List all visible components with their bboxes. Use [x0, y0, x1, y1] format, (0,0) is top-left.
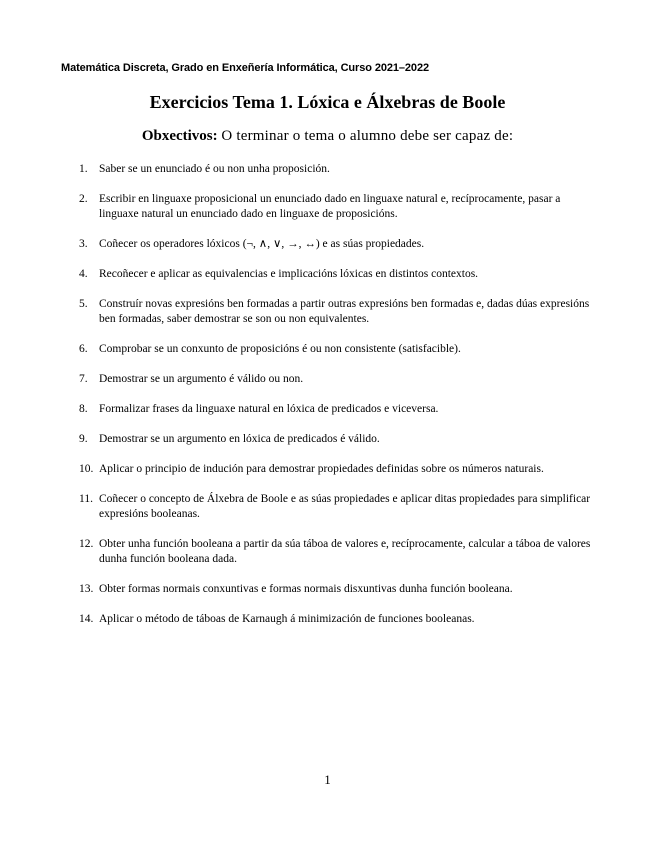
list-item: [79, 297, 599, 327]
page-number: 1: [324, 772, 331, 787]
list-item-number: 9.: [79, 433, 88, 445]
list-item-number: 1.: [79, 163, 88, 175]
list-item-text: Construír novas expresións ben formadas a partir outras expresións ben formadas e, dadas dúas expresións ben formadas, saber demostrar se son ou non equivalentes.: [99, 298, 590, 325]
page-title: Exercicios Tema 1. Lóxica e Álxebras de Boole: [149, 92, 506, 112]
list-item-number: 3.: [79, 238, 88, 250]
list-item-number: 2.: [79, 193, 88, 205]
list-item: [79, 432, 599, 447]
list-item: [79, 342, 599, 357]
list-item-number: 14.: [79, 613, 94, 625]
list-item: [79, 612, 599, 627]
list-item-text: Recoñecer e aplicar as equivalencias e implicacións lóxicas en distintos contextos.: [99, 268, 479, 280]
list-item-number: 11.: [79, 493, 93, 505]
list-item-text: Aplicar o principio de indución para demostrar propiedades definidas sobre os números naturais.: [99, 463, 544, 475]
list-item-text: Coñecer os operadores lóxicos (¬, ∧, ∨, →, ↔) e as súas propiedades.: [99, 238, 425, 250]
list-item-number: 8.: [79, 403, 88, 415]
objectives-list: [79, 162, 599, 627]
list-item-text: Demostrar se un argumento é válido ou non.: [99, 373, 304, 385]
list-item-number: 5.: [79, 298, 88, 310]
list-item-text: Demostrar se un argumento en lóxica de predicados é válido.: [99, 433, 380, 445]
list-item: [79, 192, 599, 222]
list-item-number: 13.: [79, 583, 94, 595]
course-header: Matemática Discreta, Grado en Enxeñería Informática, Curso 2021–2022: [61, 62, 429, 74]
list-item-text: Aplicar o método de táboas de Karnaugh á minimización de funciones booleanas.: [99, 613, 475, 625]
list-item-number: 12.: [79, 538, 94, 550]
list-item: [79, 402, 599, 417]
list-item: [79, 162, 599, 177]
objectives-line: [0, 128, 655, 145]
list-item: [79, 582, 599, 597]
list-item-number: 7.: [79, 373, 88, 385]
list-item: [79, 492, 599, 522]
list-item: [79, 462, 599, 477]
objectives-label: Obxectivos:: [141, 128, 218, 144]
objectives-text: O terminar o tema o alumno debe ser capaz de:: [221, 128, 514, 144]
list-item-number: 4.: [79, 268, 88, 280]
list-item: [79, 372, 599, 387]
list-item-text: Escribir en linguaxe proposicional un enunciado dado en linguaxe natural e, recíprocamente, pasar a linguaxe natural un enunciado dado en linguaxe de proposicións.: [99, 193, 561, 220]
list-item-text: Saber se un enunciado é ou non unha proposición.: [99, 163, 330, 175]
list-item-number: 6.: [79, 343, 88, 355]
list-item-text: Coñecer o concepto de Álxebra de Boole e as súas propiedades e aplicar ditas propiedades para simplificar expresións booleanas.: [99, 493, 591, 520]
list-item-text: Comprobar se un conxunto de proposicións é ou non consistente (satisfacible).: [99, 343, 461, 355]
list-item: [79, 537, 599, 567]
list-item: [79, 237, 599, 252]
list-item: [79, 267, 599, 282]
list-item-text: Obter formas normais conxuntivas e formas normais disxuntivas dunha función booleana.: [99, 583, 513, 595]
list-item-text: Obter unha función booleana a partir da súa táboa de valores e, recíprocamente, calcular a táboa de valores dunha función booleana dada.: [99, 538, 591, 565]
list-item-number: 10.: [79, 463, 94, 475]
list-item-text: Formalizar frases da linguaxe natural en lóxica de predicados e viceversa.: [99, 403, 439, 415]
